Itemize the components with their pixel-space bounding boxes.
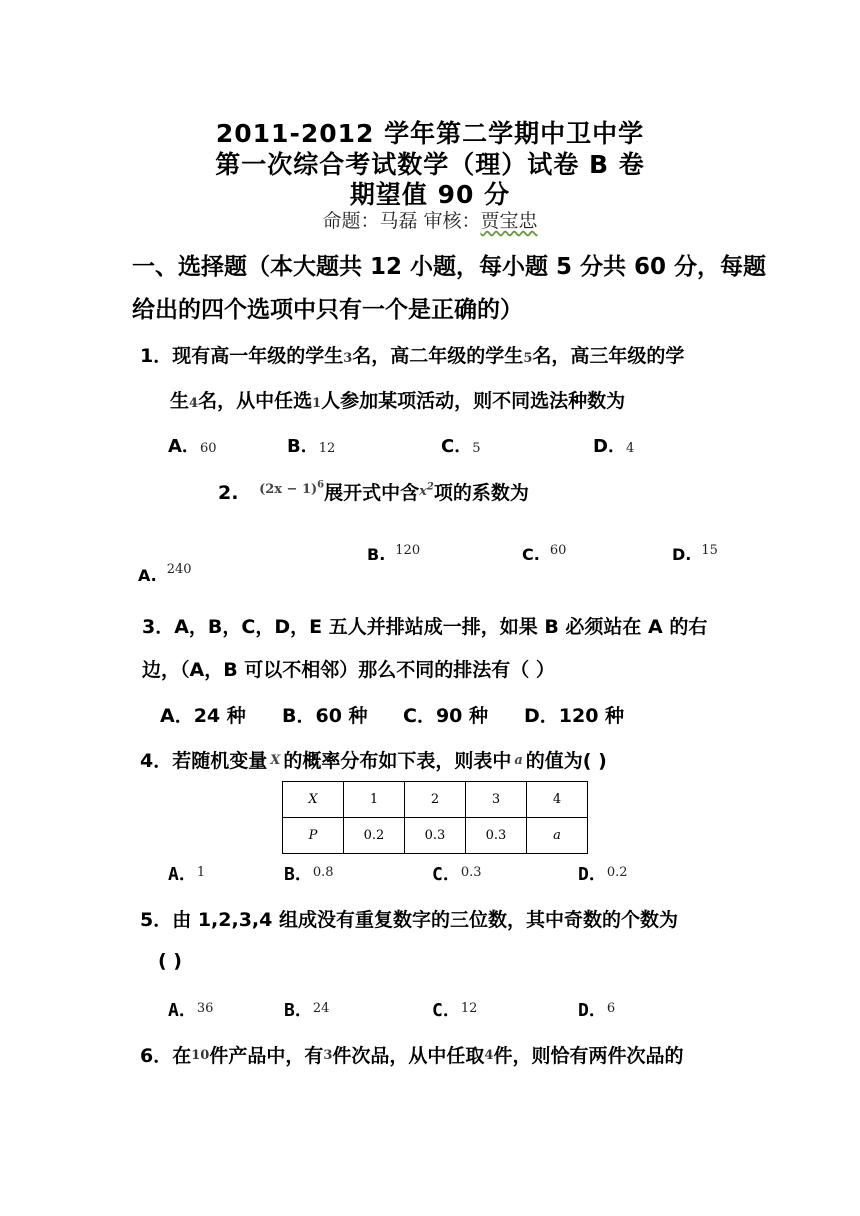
table-row [283,818,588,854]
q2-var: x [419,484,427,499]
q1-num: 1 [312,396,322,411]
author-prefix: 命题：马磊 审核： [322,210,481,232]
option-value: 120 [395,543,421,558]
q4-text: 的值为( ) [525,750,607,772]
table-cell: 1 [344,782,405,818]
q6-num: 4 [484,1048,494,1063]
q4-var-a: a [514,753,523,768]
question-2-number: 2. [218,482,239,504]
q2-option-b[interactable] [367,545,420,564]
q1-num: 5 [523,351,533,366]
table-cell: 0.2 [344,818,405,854]
option-label: B． [287,436,319,457]
exam-title-line1: 2011-2012 学年第二学期中卫中学 [215,119,645,148]
q2-expr: (2x − 1) [259,482,318,497]
exam-authors [0,206,860,233]
q2-option-a[interactable] [138,562,192,585]
q1-text: 生 [170,390,190,412]
section-heading-line1: 一、选择题（本大题共 12 小题，每小题 5 分共 60 分，每题 [132,254,767,280]
option-value: 1 [196,865,206,880]
q1-text: 现有高一年级的学生 [172,345,344,367]
q2-power: 2 [426,481,434,493]
q6-text: 6．在 [140,1045,192,1067]
option-label: B． [284,1000,313,1021]
q1-text: 人参加某项活动，则不同选法种数为 [321,390,626,412]
option-value: 12 [318,441,336,456]
table-cell: 4 [527,782,588,818]
q4-text: 的概率分布如下表，则表中 [283,750,512,772]
option-value: 0.8 [312,865,334,880]
question-1-number: 1． [140,345,173,367]
q1-text: 名，高二年级的学生 [352,345,524,367]
exam-expected-score: 期望值 90 分 [349,180,511,209]
question-5-line1: 5．由 1,2,3,4 组成没有重复数字的三位数，其中奇数的个数为 [140,909,678,931]
q1-num: 4 [189,396,199,411]
q2-text: 展开式中含 [324,482,420,504]
table-cell: 0.3 [466,818,527,854]
section-heading-line2: 给出的四个选项中只有一个是正确的） [132,297,523,323]
q2-option-c[interactable] [522,545,566,564]
option-label: C． [441,436,473,457]
option-value: 15 [701,543,718,558]
option-value: 4 [625,441,635,456]
q1-option-b[interactable] [287,432,335,458]
option-label: B. [367,545,386,564]
question-5-line2: ( ) [158,950,182,972]
option-value: 60 [549,543,567,558]
option-value: 24 [312,1001,330,1016]
question-3-line1: 3．A，B，C，D，E 五人并排站成一排，如果 B 必须站在 A 的右 [142,616,708,638]
option-label: A． [168,436,200,457]
q5-option-b[interactable] [284,996,329,1022]
table-cell: X [283,782,344,818]
option-label: D. [672,545,692,564]
q2-option-d[interactable] [672,545,718,564]
question-6-line1 [140,1041,683,1068]
q6-num: 3 [323,1048,333,1063]
q1-num: 3 [343,351,353,366]
q5-option-c[interactable] [432,996,477,1022]
table-cell: 3 [466,782,527,818]
q6-text: 件次品，从中任取 [332,1045,485,1067]
q6-text: 件产品中，有 [209,1045,324,1067]
q1-option-c[interactable] [441,432,481,458]
question-1-line2 [170,386,625,413]
q4-option-d[interactable] [578,860,628,886]
reviewer-name: 贾宝忠 [480,210,538,232]
option-label: D． [593,436,626,457]
option-label: C． [432,864,461,885]
q4-text: 4．若随机变量 [140,750,268,772]
table-cell: 0.3 [405,818,466,854]
question-1-line1 [140,341,684,368]
table-cell: 2 [405,782,466,818]
option-value: 6 [606,1001,616,1016]
q2-term [419,481,434,499]
exam-title-line2: 第一次综合考试数学（理）试卷 B 卷 [215,150,645,179]
q1-text: 名，从中任选 [198,390,313,412]
q6-text: 件，则恰有两件次品的 [493,1045,684,1067]
q4-option-c[interactable] [432,860,482,886]
q5-option-d[interactable] [578,996,615,1022]
option-value: 5 [472,441,481,456]
option-label: A. [138,566,157,585]
table-row [283,782,588,818]
q4-option-b[interactable] [284,860,334,886]
option-label: C. [522,545,540,564]
q2-exponent: 6 [317,479,325,491]
table-cell: P [283,818,344,854]
option-label: A． [168,864,197,885]
table-cell: a [527,818,588,854]
option-value: 0.3 [460,865,482,880]
question-3-line2: 边，（A，B 可以不相邻）那么不同的排法有（ ） [142,659,555,681]
option-value: 12 [460,1001,478,1016]
q4-var: X [270,753,281,768]
q3-option-c[interactable]: C．90 种 [403,705,488,727]
probability-table [282,781,588,854]
option-label: D． [578,1000,607,1021]
q3-option-b[interactable]: B．60 种 [282,705,368,727]
option-value: 0.2 [606,865,628,880]
q3-option-d[interactable]: D．120 种 [524,705,625,727]
option-label: D． [578,864,607,885]
option-value: 240 [166,562,192,577]
q1-option-d[interactable] [593,432,634,458]
q1-text: 名，高三年级的学 [532,345,685,367]
option-label: C． [432,1000,461,1021]
q6-num: 10 [191,1048,210,1063]
option-label: A． [168,1000,197,1021]
question-4 [140,746,607,773]
option-value: 60 [199,441,217,456]
q4-option-a[interactable] [168,860,205,886]
q2-expression [259,479,325,497]
option-label: B． [284,864,313,885]
q2-text: 项的系数为 [433,482,529,504]
q3-option-a[interactable]: A．24 种 [160,705,246,727]
q1-option-a[interactable] [168,432,216,458]
question-2 [218,478,529,505]
option-value: 36 [196,1001,214,1016]
q5-option-a[interactable] [168,996,213,1022]
